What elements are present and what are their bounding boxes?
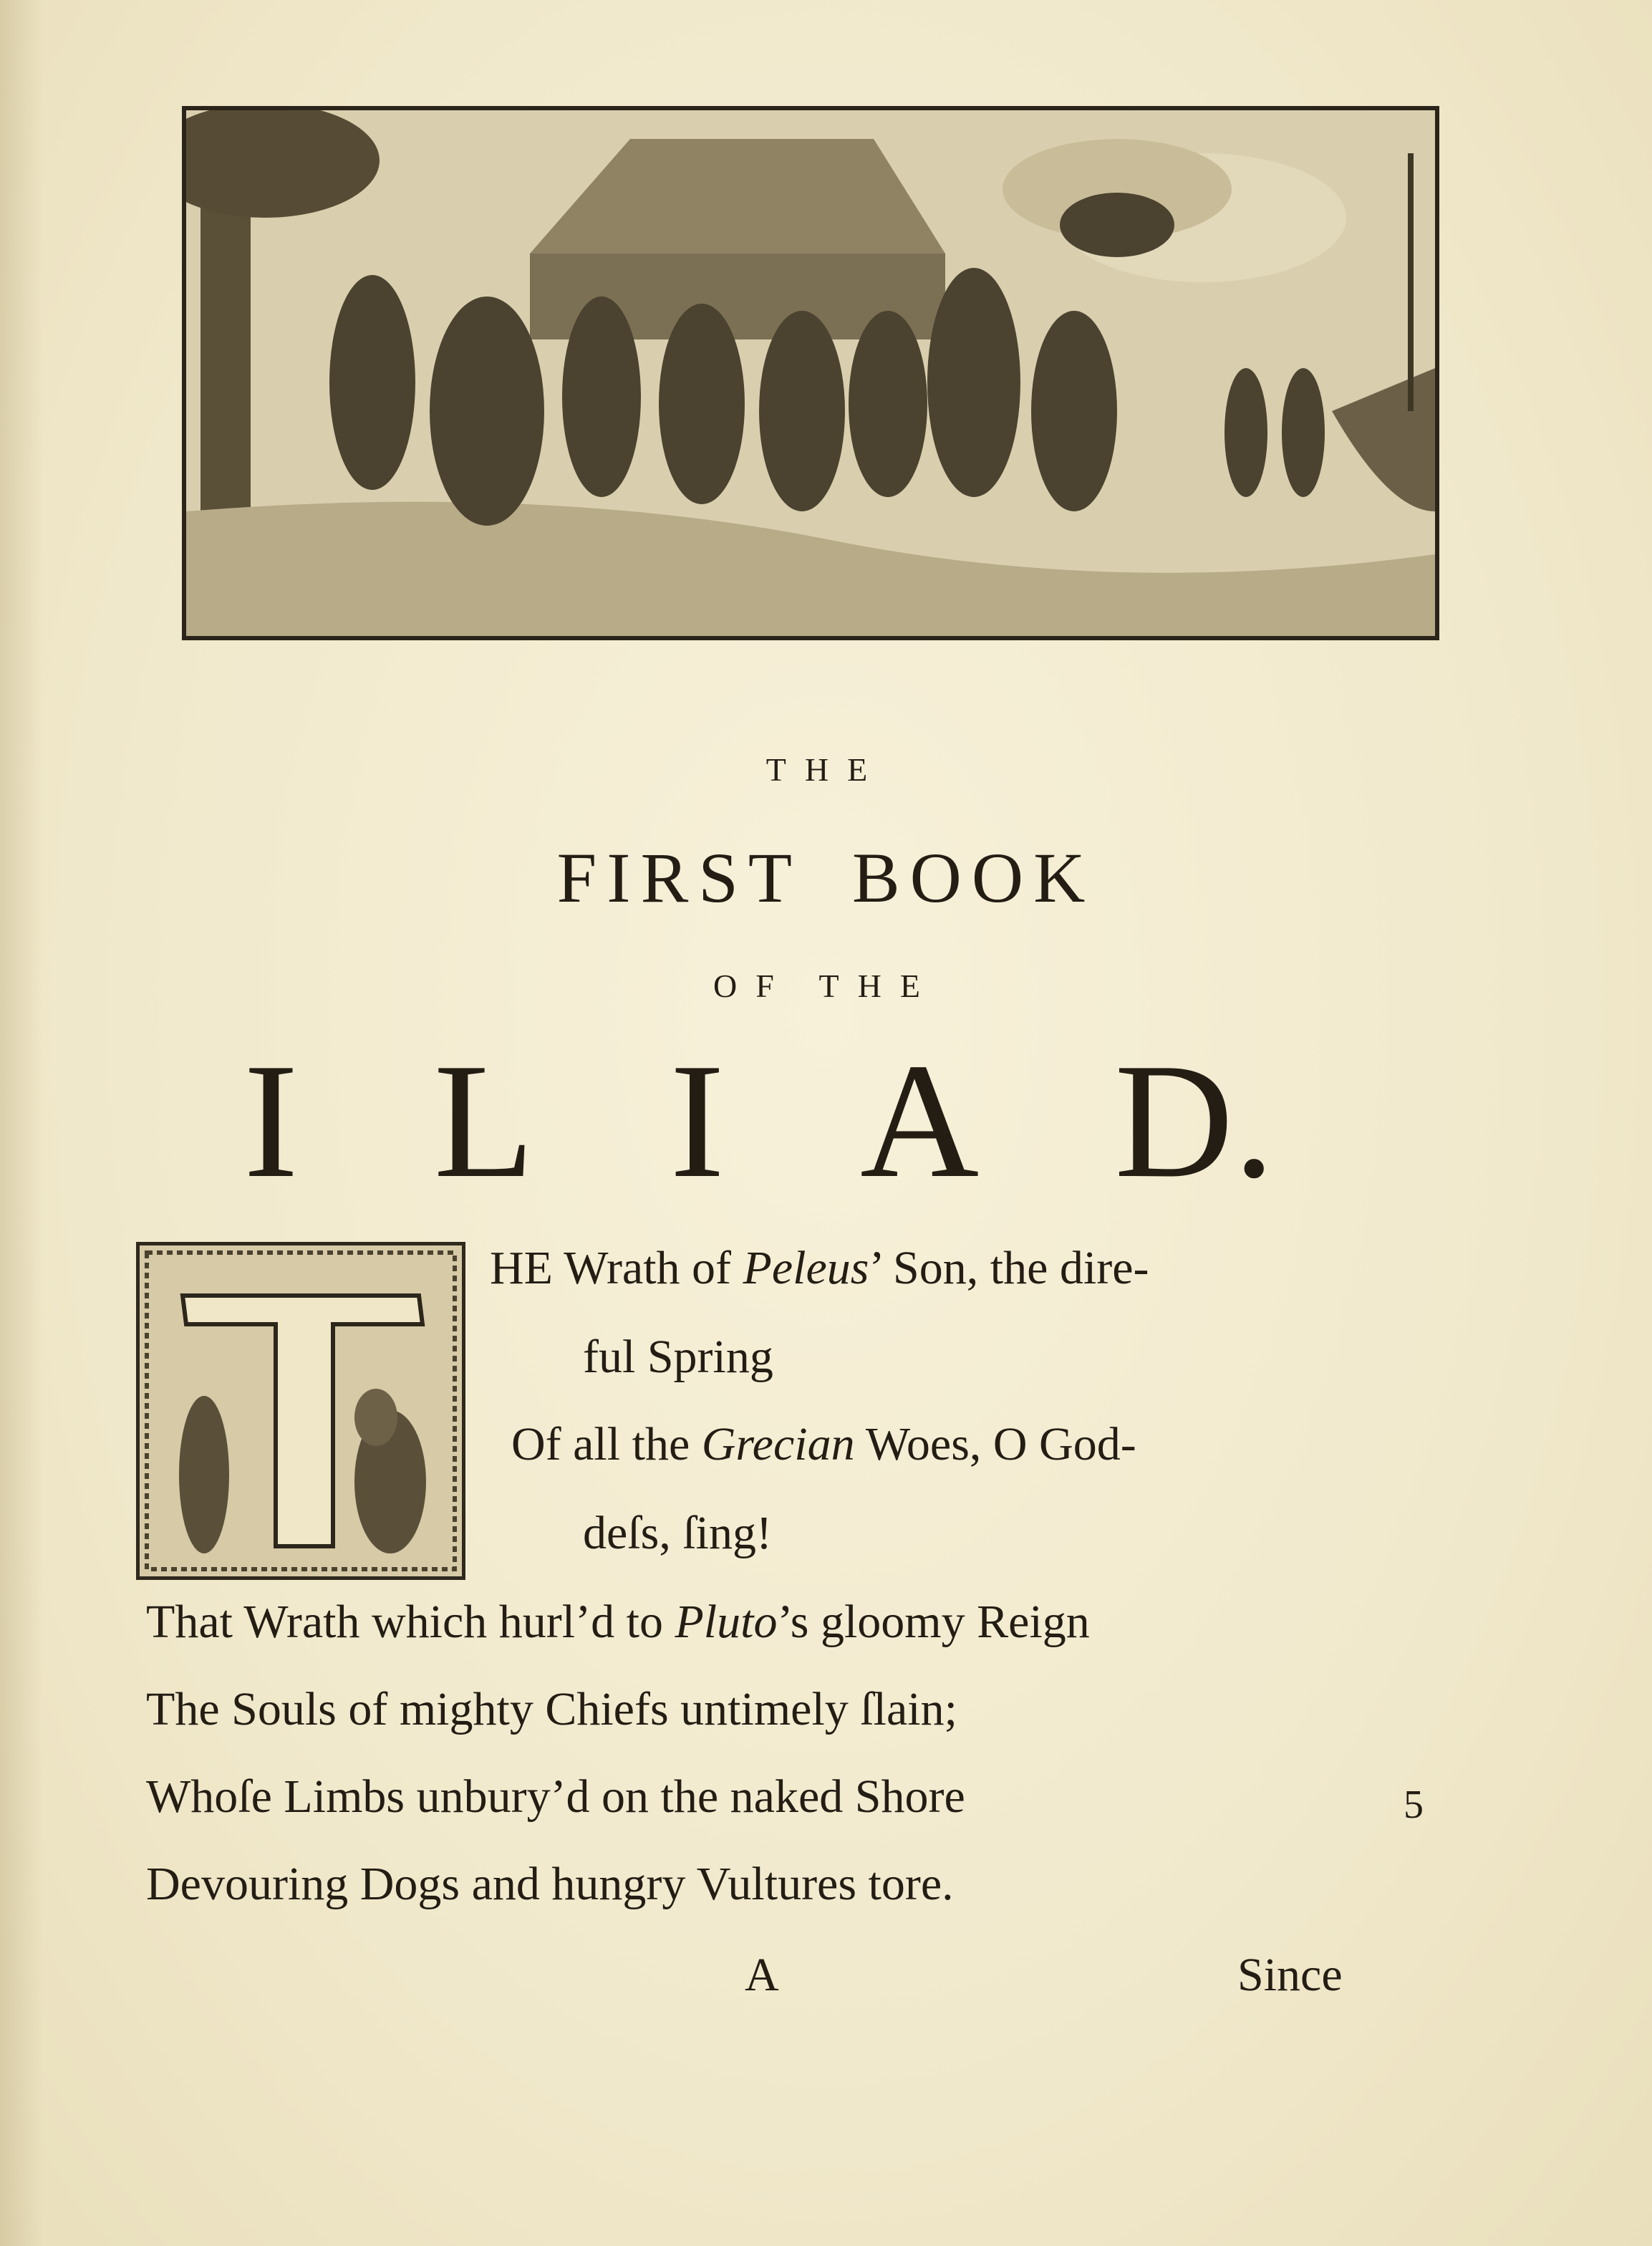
iliad-letter: D. <box>1114 1029 1275 1212</box>
decorated-initial-t <box>136 1242 465 1580</box>
verse-text: Of all the <box>511 1418 702 1470</box>
verse-italic: Pluto <box>675 1596 778 1648</box>
verse-line-7: Whoſe Limbs unbury’d on the naked Shore <box>146 1770 965 1823</box>
iliad-letter: I <box>243 1029 299 1212</box>
verse-line-4: deſs, ſing! <box>583 1507 772 1559</box>
headpiece-engraving <box>182 106 1439 640</box>
verse-text: ’ Son, the dire- <box>869 1242 1149 1294</box>
iliad-letter: I <box>670 1029 725 1212</box>
verse-text: That Wrath which hurl’d to <box>146 1596 675 1648</box>
line-number: 5 <box>1404 1783 1424 1827</box>
iliad-letter: L <box>433 1029 535 1212</box>
heading-book: BOOK <box>851 838 1096 917</box>
verse-text: Woes, O God- <box>854 1418 1136 1470</box>
verse-text: HE Wrath of <box>490 1242 743 1294</box>
verse-italic: Peleus <box>743 1242 869 1294</box>
heading-first-book <box>0 837 1652 919</box>
verse-line-6: The Souls of mighty Chiefs untimely ſlain; <box>146 1683 957 1735</box>
verse-line-3 <box>511 1418 1136 1470</box>
heading-iliad <box>243 1029 1275 1212</box>
verse-italic: Grecian <box>701 1418 855 1470</box>
catchword: Since <box>1237 1949 1343 2001</box>
verse-line-8: Devouring Dogs and hungry Vultures tore. <box>146 1858 954 1910</box>
verse-line-5 <box>146 1596 1090 1648</box>
signature-mark: A <box>745 1949 779 2001</box>
iliad-letter: A <box>860 1029 980 1212</box>
heading-the: THE <box>765 751 887 788</box>
verse-line-2: ful Spring <box>583 1331 773 1383</box>
verse-text: ’s gloomy Reign <box>777 1596 1090 1648</box>
heading-first: FIRST <box>556 838 802 917</box>
verse-line-1 <box>490 1242 1149 1294</box>
heading-of-the: OF THE <box>713 968 939 1004</box>
